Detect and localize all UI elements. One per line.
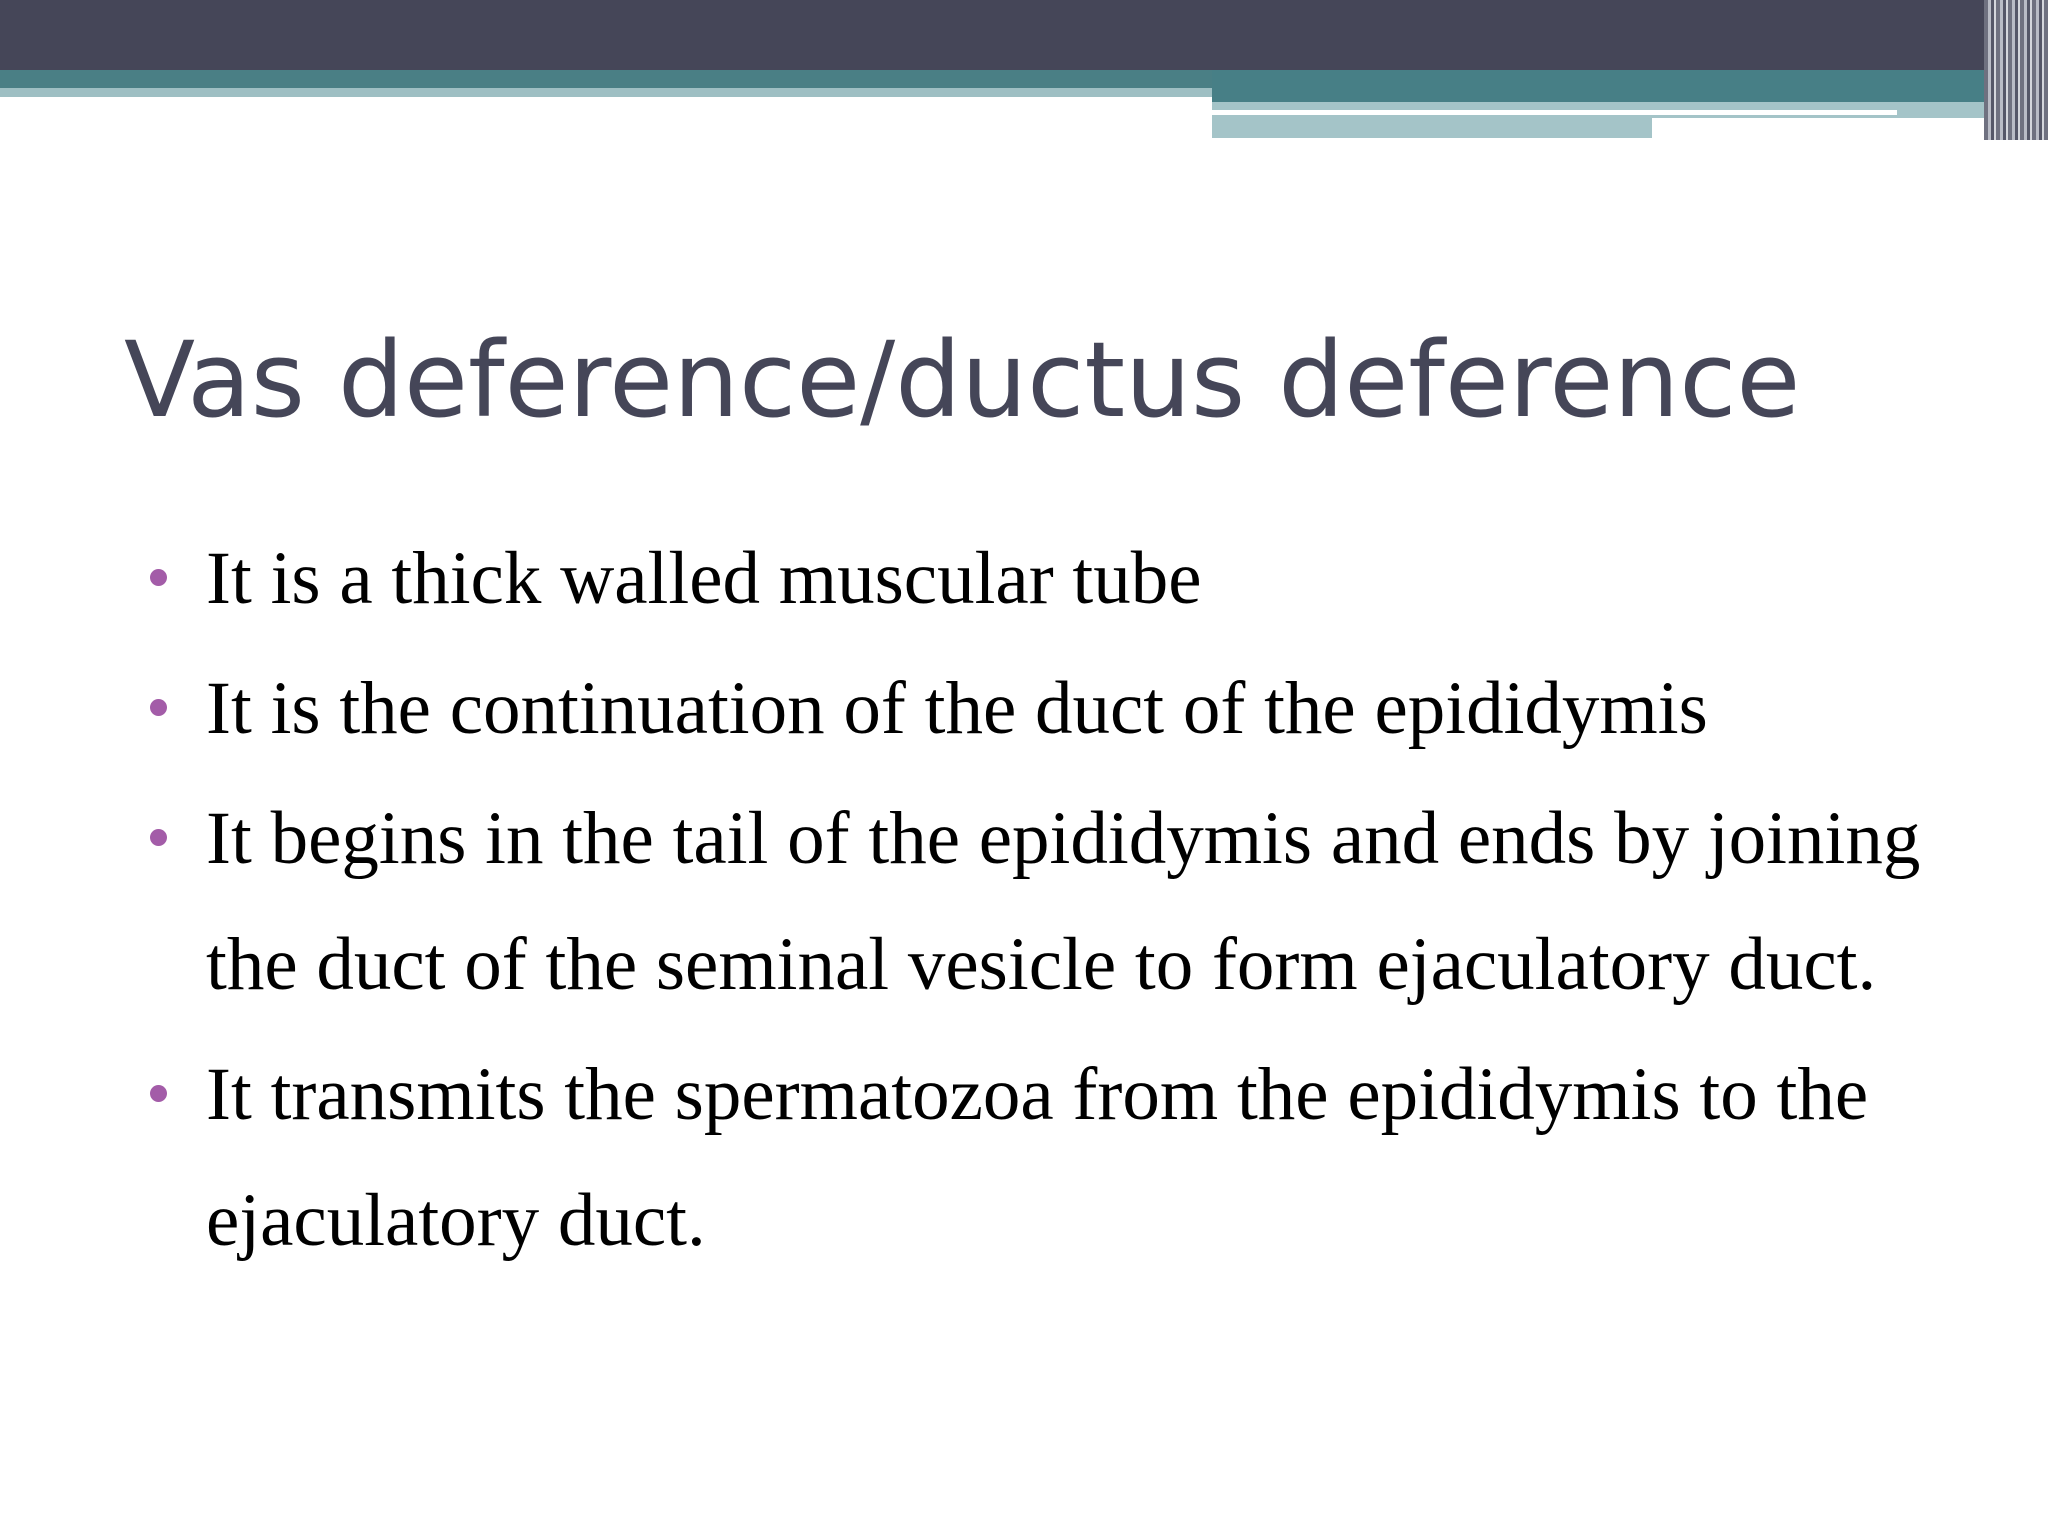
bullet-item bbox=[150, 776, 1950, 1028]
header-dark-bar bbox=[0, 0, 2048, 70]
header-teal-bar-left bbox=[0, 70, 1212, 88]
bullet-dot-icon bbox=[150, 829, 167, 846]
bullet-item bbox=[150, 1032, 1950, 1284]
bullet-text: It transmits the spermatozoa from the epididymis to the ejaculatory duct. bbox=[206, 1053, 1869, 1262]
bullet-dot-icon bbox=[150, 569, 167, 586]
header-light-bar-lower bbox=[1212, 118, 1652, 138]
slide-title: Vas deference/ductus deference bbox=[124, 319, 1801, 441]
header-light-bar-left bbox=[0, 88, 1212, 97]
bullet-item bbox=[150, 646, 1950, 772]
bullet-dot-icon bbox=[150, 1085, 167, 1102]
header-white-line bbox=[1212, 110, 1897, 115]
bullet-text: It begins in the tail of the epididymis and ends by joining the duct of the seminal vesicle to form ejaculatory duct. bbox=[206, 797, 1921, 1006]
header-stripes-decoration bbox=[1984, 0, 2048, 140]
bullet-item bbox=[150, 516, 1950, 642]
header-teal-bar-right bbox=[1212, 70, 1992, 102]
bullet-text: It is a thick walled muscular tube bbox=[206, 537, 1202, 620]
bullet-dot-icon bbox=[150, 699, 167, 716]
bullet-list bbox=[150, 516, 1950, 1288]
bullet-text: It is the continuation of the duct of the epididymis bbox=[206, 667, 1708, 750]
